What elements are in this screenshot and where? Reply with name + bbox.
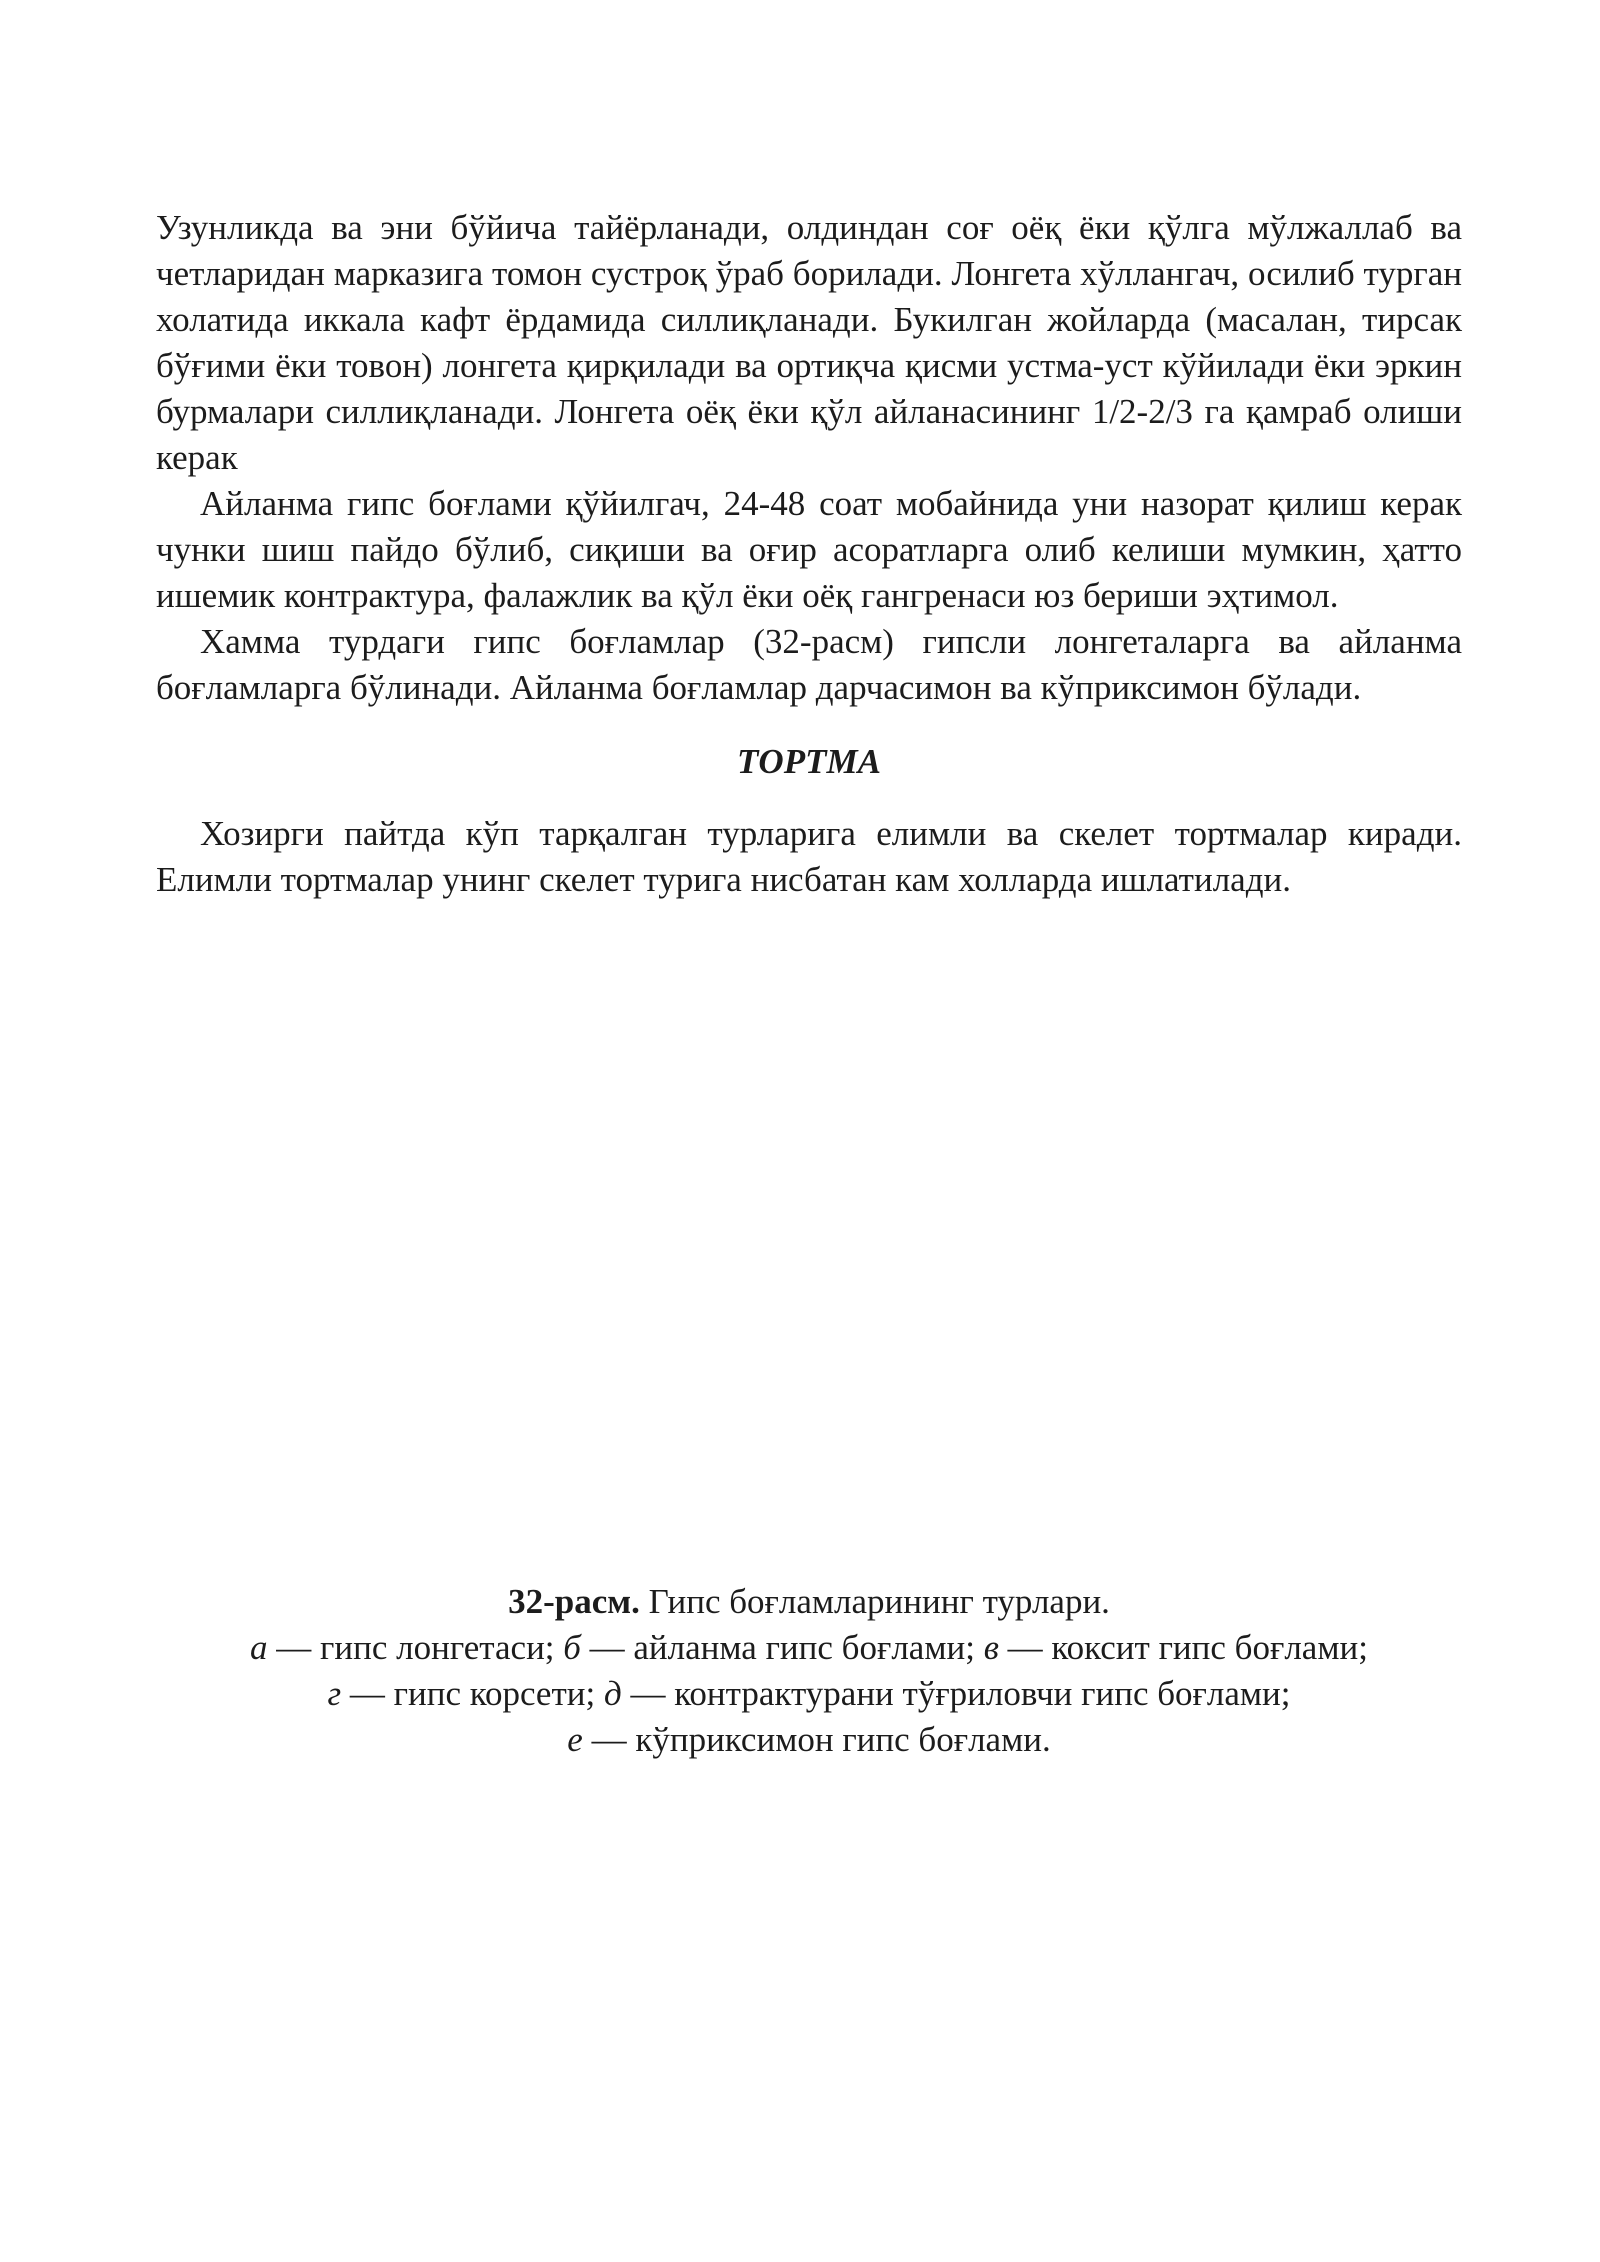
paragraph-circular-cast: Айланма гипс боғлами қўйилгач, 24-48 соат мобайнида уни назорат қилиш керак чунки шиш пайдо бўлиб, сиқиши ва оғир асоратларга олиб келиши мумкин, ҳатто ишемик контрактура, фалажлик ва қўл ёки оёқ гангренаси юз бериши эҳтимол. xyxy=(156,484,1462,615)
caption-item-e: — кўприксимон гипс боғлами. xyxy=(582,1720,1051,1759)
section-heading: ТОРТМА xyxy=(737,742,881,781)
figure-caption xyxy=(156,1579,1462,1763)
paragraph-continuation: Узунликда ва эни бўйича тайёрланади, олдиндан соғ оёқ ёки қўлга мўлжаллаб ва четларидан марказига томон сустроқ ўраб борилади. Лонгета хўллангач, осилиб турган холатида иккала кафт ёрдамида силлиқланади. Букилган жойларда (масалан, тирсак бўғими ёки товон) лонгета қирқилади ва ортиқча қисми устма-уст кўйилади ёки эркин бурмалари силлиқланади. Лонгета оёқ ёки қўл айланасининг 1/2-2/3 га қамраб олиши керак xyxy=(156,208,1462,477)
caption-item-v: — коксит гипс боғлами; xyxy=(998,1628,1368,1667)
caption-line-3 xyxy=(156,1717,1462,1763)
caption-letter-g: г xyxy=(327,1674,342,1713)
paragraph-cast-types: Хамма турдаги гипс боғламлар (32-расм) гипсли лонгеталарга ва айланма боғламларга бўлинади. Айланма боғламлар дарчасимон ва кўприксимон бўлади. xyxy=(156,622,1462,707)
caption-item-a: — гипс лонгетаси; xyxy=(267,1628,564,1667)
caption-letter-v: в xyxy=(983,1628,999,1667)
caption-item-b: — айланма гипс боғлами; xyxy=(580,1628,984,1667)
caption-label: 32-расм. xyxy=(508,1582,640,1621)
caption-line-1 xyxy=(156,1625,1462,1671)
caption-title-line xyxy=(156,1579,1462,1625)
caption-letter-e: е xyxy=(567,1720,583,1759)
paragraph-traction: Хозирги пайтда кўп тарқалган турларига елимли ва скелет тортмалар киради. Елимли тортмалар унинг скелет турига нисбатан кам холларда ишлатилади. xyxy=(156,814,1462,899)
figure-area xyxy=(156,903,1462,1579)
document-page xyxy=(156,205,1462,1763)
caption-line-2 xyxy=(156,1671,1462,1717)
caption-item-d: — контрактурани тўғриловчи гипс боғлами; xyxy=(621,1674,1291,1713)
caption-letter-b: б xyxy=(563,1628,581,1667)
caption-title: Гипс боғламларининг турлари. xyxy=(639,1582,1110,1621)
caption-letter-d: д xyxy=(603,1674,622,1713)
caption-item-g: — гипс корсети; xyxy=(341,1674,604,1713)
caption-letter-a: а xyxy=(250,1628,268,1667)
